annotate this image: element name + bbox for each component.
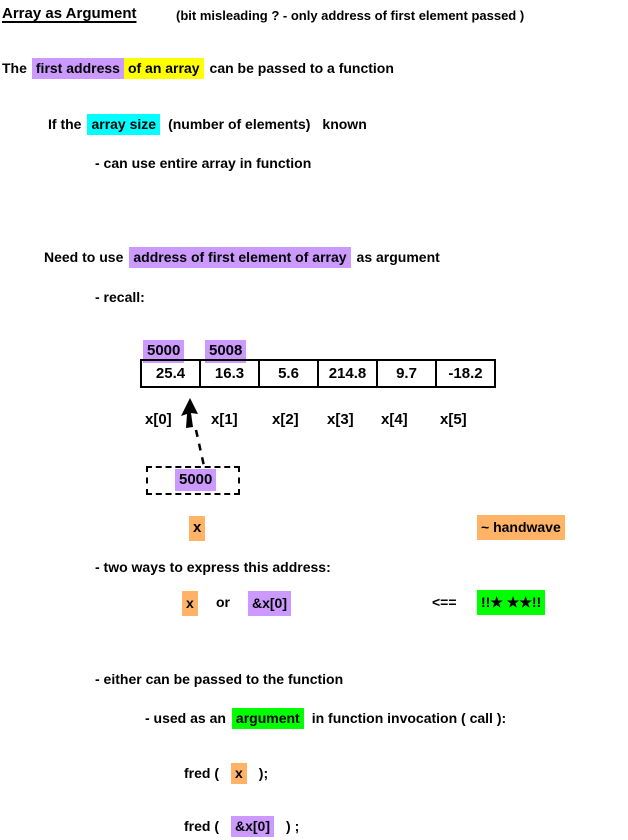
array-cell-3: 214.8 [318,360,377,387]
call-line-2 [184,816,299,836]
title-note-row [176,5,524,26]
of-an-array-highlight: of an array [124,58,204,79]
need-line [44,247,440,267]
title-row [2,3,137,24]
left-arrow-icon: <== [432,594,457,610]
first-address-highlight: first address [32,58,124,79]
page-title: Array as Argument [2,5,137,22]
array-cell-2: 5.6 [259,360,318,387]
element-label-x0: x[0] [145,411,172,428]
array-row [141,360,495,387]
element-label-x5: x[5] [440,411,467,428]
array-table [140,359,496,388]
element-label-x2: x[2] [272,411,299,428]
array-cell-1: 16.3 [200,360,259,387]
address-label-5000: 5000 [143,340,184,363]
element-label-x4: x[4] [381,411,408,428]
array-cell-0: 25.4 [141,360,200,387]
pointer-var-label: x [189,516,205,541]
call-line-1 [184,763,268,783]
can-use-text: - can use entire array in function [95,155,312,171]
handwave-note: ~ handwave [477,515,565,540]
size-post: known [322,116,367,132]
either-text: - either can be passed to the function [95,671,344,687]
up-arrow-icon [140,392,260,470]
two-ways-text: - two ways to express this address: [95,559,331,575]
array-cell-4: 9.7 [377,360,436,387]
array-size-highlight: array size [87,114,160,135]
need-pre: Need to use [44,249,124,265]
used-post: in function invocation ( call ): [311,710,507,726]
element-label-x3: x[3] [327,411,354,428]
recall-line [95,287,145,307]
call2-post: ) ; [286,818,300,834]
argument-highlight: argument [232,708,304,729]
call2-arg-highlight: &x[0] [231,816,274,837]
call1-arg-highlight: x [231,763,247,784]
intro-post: can be passed to a function [209,60,394,76]
used-pre: - used as an [145,710,226,726]
call1-post: ); [258,765,269,781]
address-highlight: address of first element of array [129,247,350,268]
can-use-line [95,153,311,173]
two-ways-line [95,557,331,577]
size-mid: (number of elements) [168,116,311,132]
used-as-line [145,708,506,728]
element-label-x1: x[1] [211,411,238,428]
pointer-value: 5000 [175,469,216,491]
expr-or: or [216,594,230,610]
call1-pre: fred ( [184,765,219,781]
call2-pre: fred ( [184,818,219,834]
size-pre: If the [48,116,82,132]
stars-emphasis: !!★ ★★!! [477,590,545,615]
address-label-5008: 5008 [205,340,246,363]
pointer-value-box [146,466,240,495]
intro-pre: The [2,60,27,76]
title-note: (bit misleading ? - only address of first element passed ) [176,8,525,23]
intro-line [2,58,394,78]
expr-addr-highlight: &x[0] [248,591,291,616]
expr-x-highlight: x [182,591,198,616]
recall-text: - recall: [95,289,145,305]
array-size-line [48,114,367,134]
array-cell-5: -18.2 [436,360,495,387]
either-line [95,669,343,689]
need-post: as argument [356,249,440,265]
